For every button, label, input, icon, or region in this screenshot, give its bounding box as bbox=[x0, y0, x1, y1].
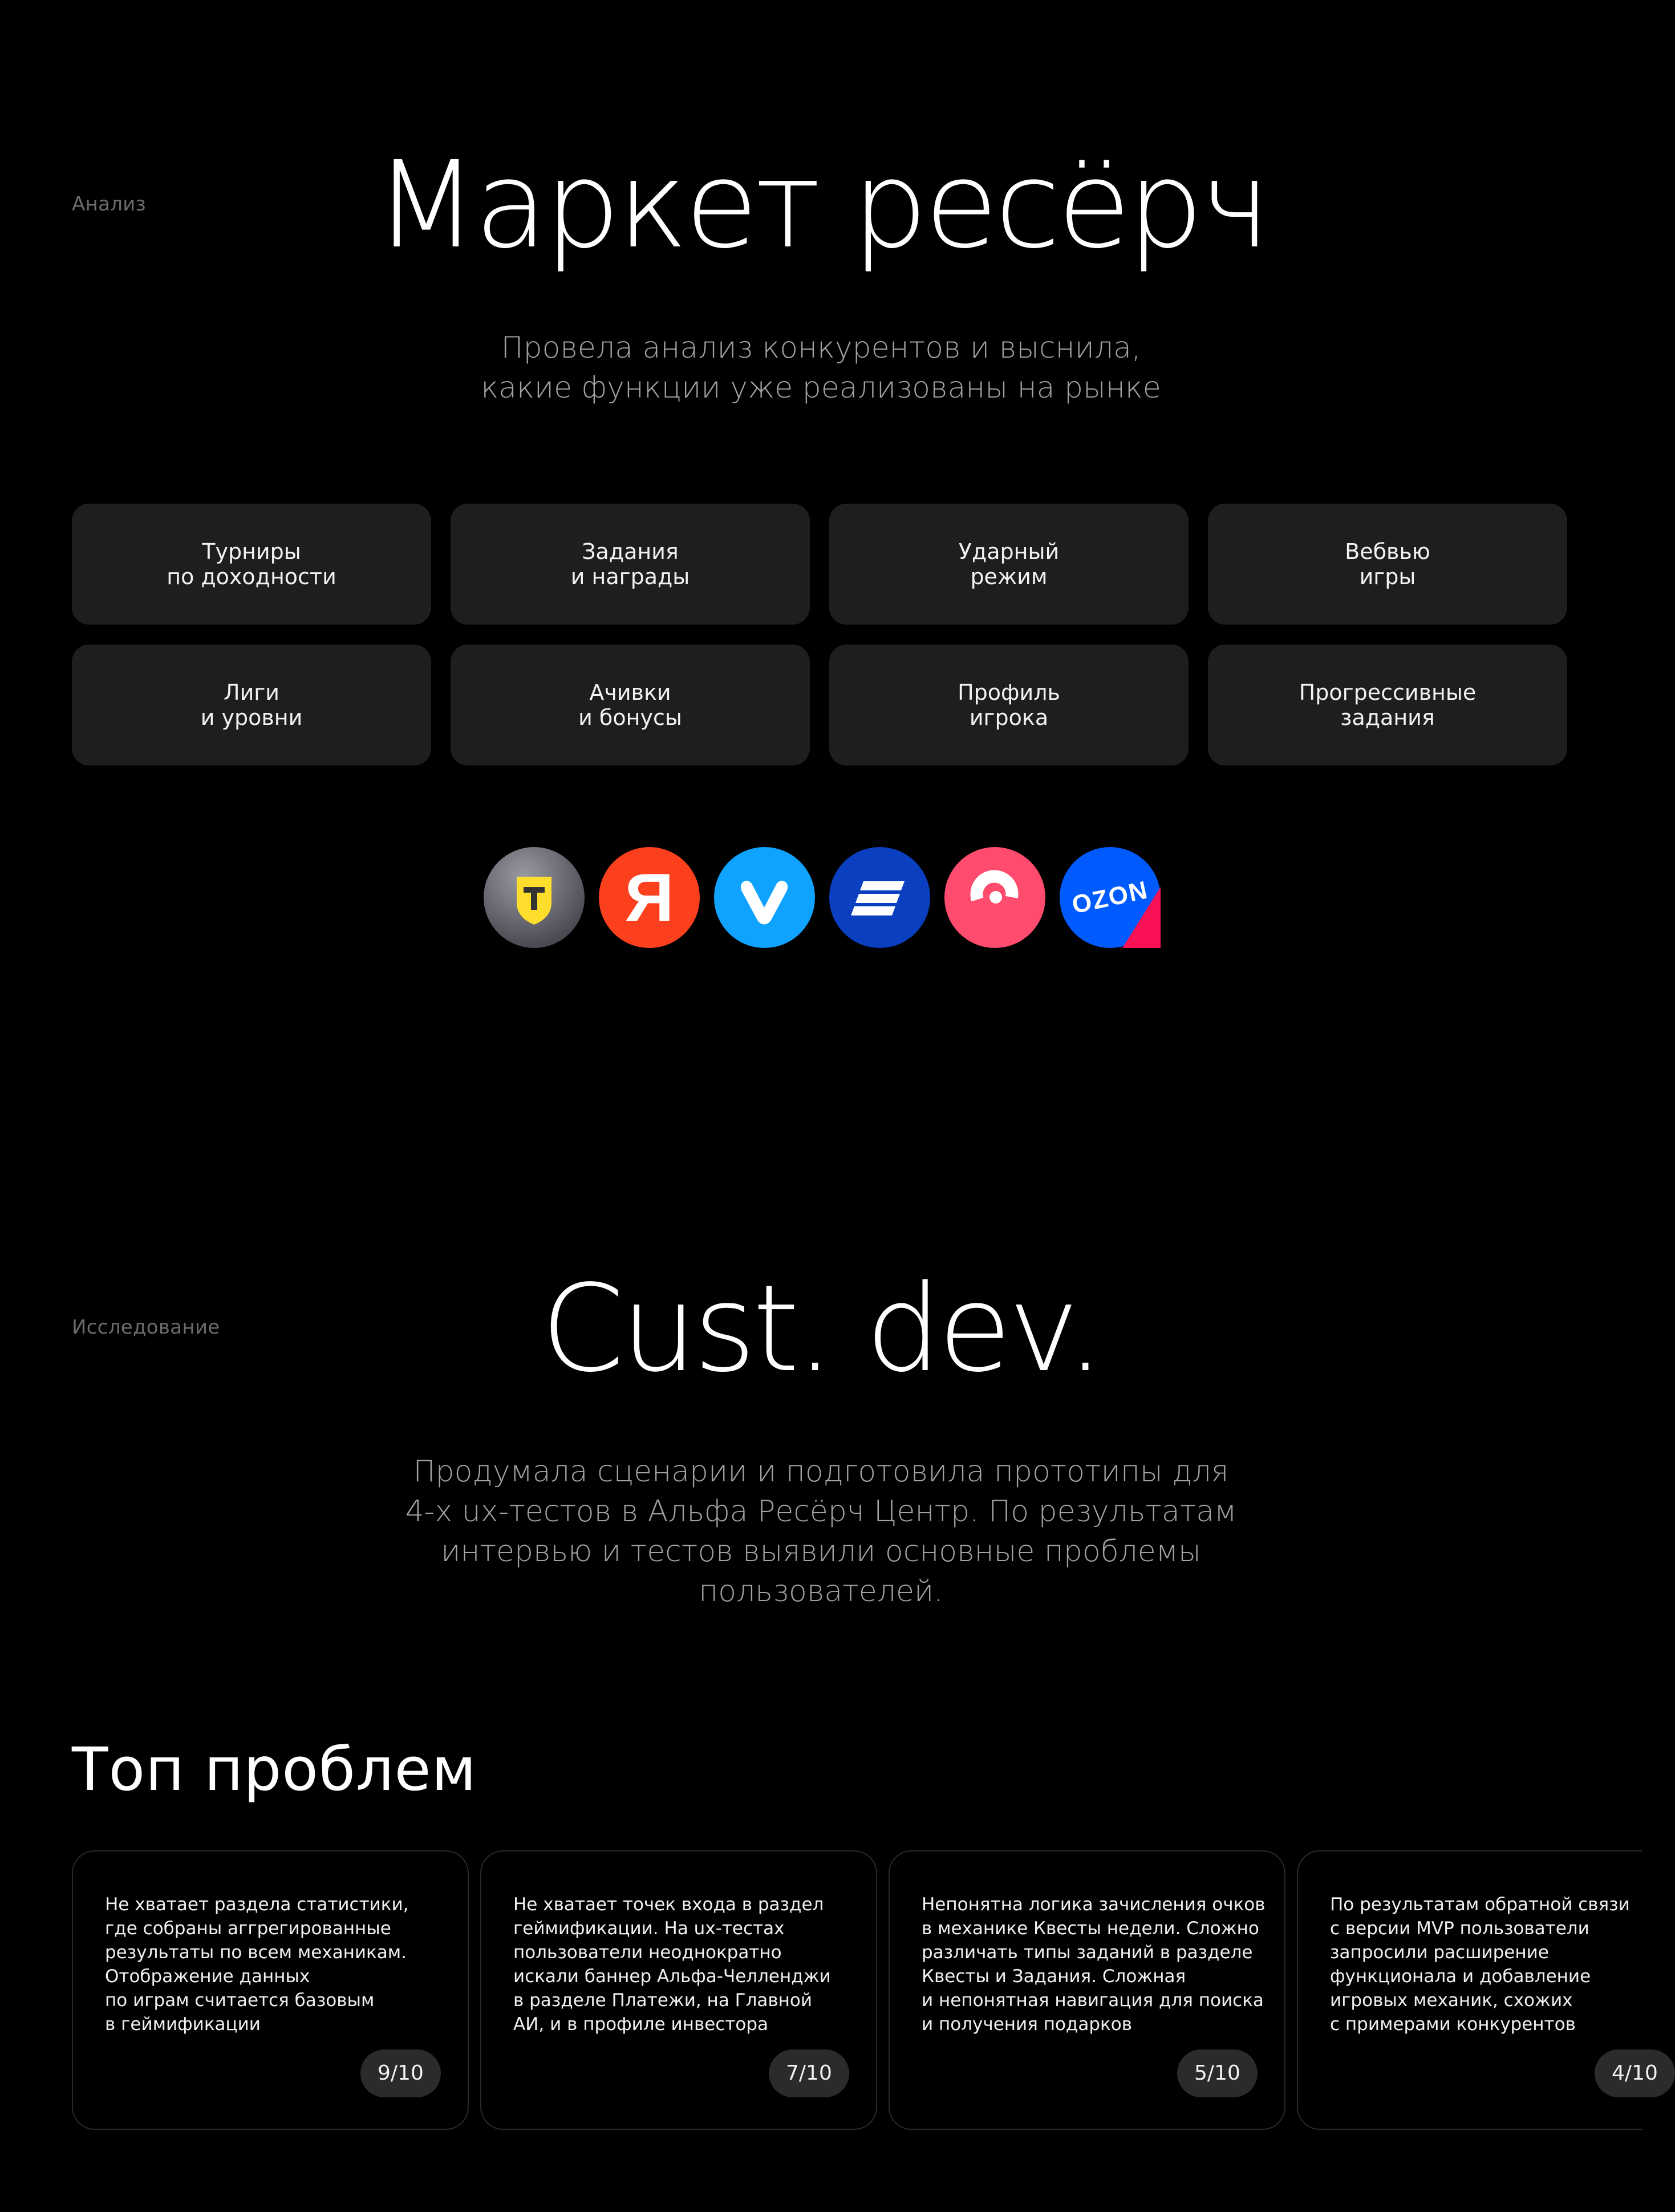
section-tag-analysis: Анализ bbox=[72, 193, 147, 216]
problem-card bbox=[480, 1850, 877, 2130]
problem-card bbox=[72, 1850, 469, 2130]
feature-card: Профиль игрока bbox=[829, 645, 1189, 765]
score-badge: 4/10 bbox=[1595, 2049, 1675, 2097]
feature-card: Прогрессивные задания bbox=[1208, 645, 1567, 765]
feature-card: Турниры по доходности bbox=[72, 504, 431, 625]
yandex-logo-icon: Я bbox=[599, 847, 700, 948]
problem-text: Не хватает точек входа в раздел геймификации. На ux-тестах пользователи неоднократно искали баннер Альфа-Челленджи в разделе Платежи, на Главной АИ, и в профиле инвестора bbox=[513, 1894, 831, 2035]
problem-text: Не хватает раздела статистики, где собраны аггрегированные результаты по всем механикам. Отображение данных по играм считается базовым в геймификации bbox=[105, 1894, 409, 2035]
section-tag-research: Исследование bbox=[72, 1316, 220, 1339]
score-badge: 9/10 bbox=[360, 2049, 441, 2097]
feature-card: Вебвью игры bbox=[1208, 504, 1567, 625]
problem-card bbox=[889, 1850, 1285, 2130]
custdev-title: Cust. dev. bbox=[541, 1259, 1101, 1399]
market-research-title: Маркет ресёрч bbox=[374, 135, 1268, 275]
score-badge: 5/10 bbox=[1177, 2049, 1258, 2097]
vk-video-logo-icon bbox=[714, 847, 815, 948]
problem-text: Непонятна логика зачисления очков в механике Квесты недели. Сложно различать типы заданий в разделе Квесты и Задания. Сложная и непонятная навигация для поиска и получения подарков bbox=[922, 1894, 1266, 2035]
problem-text: По результатам обратной связи с версии MVP пользователи запросили расширение функционала и добавление игровых механик, схожих с примерами конкурентов bbox=[1330, 1894, 1630, 2035]
feature-card: Задания и награды bbox=[451, 504, 810, 625]
tbank-logo-icon bbox=[484, 847, 585, 948]
competitor-logos bbox=[484, 847, 1161, 948]
score-badge: 7/10 bbox=[769, 2049, 849, 2097]
feature-card: Ударный режим bbox=[829, 504, 1189, 625]
feature-card: Ачивки и бонусы bbox=[451, 645, 810, 765]
feature-grid bbox=[72, 504, 1567, 765]
top-problems-title: Топ проблем bbox=[72, 1735, 477, 1804]
custdev-lead: Продумала сценарии и подготовила прототипы для 4-х ux-тестов в Альфа Ресёрч Центр. По результатам интервью и тестов выявили основные проблемы пользователей. bbox=[405, 1455, 1237, 1609]
market-research-lead: Провела анализ конкурентов и выснила, какие функции уже реализованы на рынке bbox=[481, 331, 1161, 405]
problem-card bbox=[1297, 1850, 1658, 2130]
otkritie-logo-icon bbox=[944, 847, 1045, 948]
vtb-logo-icon bbox=[829, 847, 930, 948]
ozon-logo-icon: OZON bbox=[1060, 847, 1161, 948]
feature-card: Лиги и уровни bbox=[72, 645, 431, 765]
